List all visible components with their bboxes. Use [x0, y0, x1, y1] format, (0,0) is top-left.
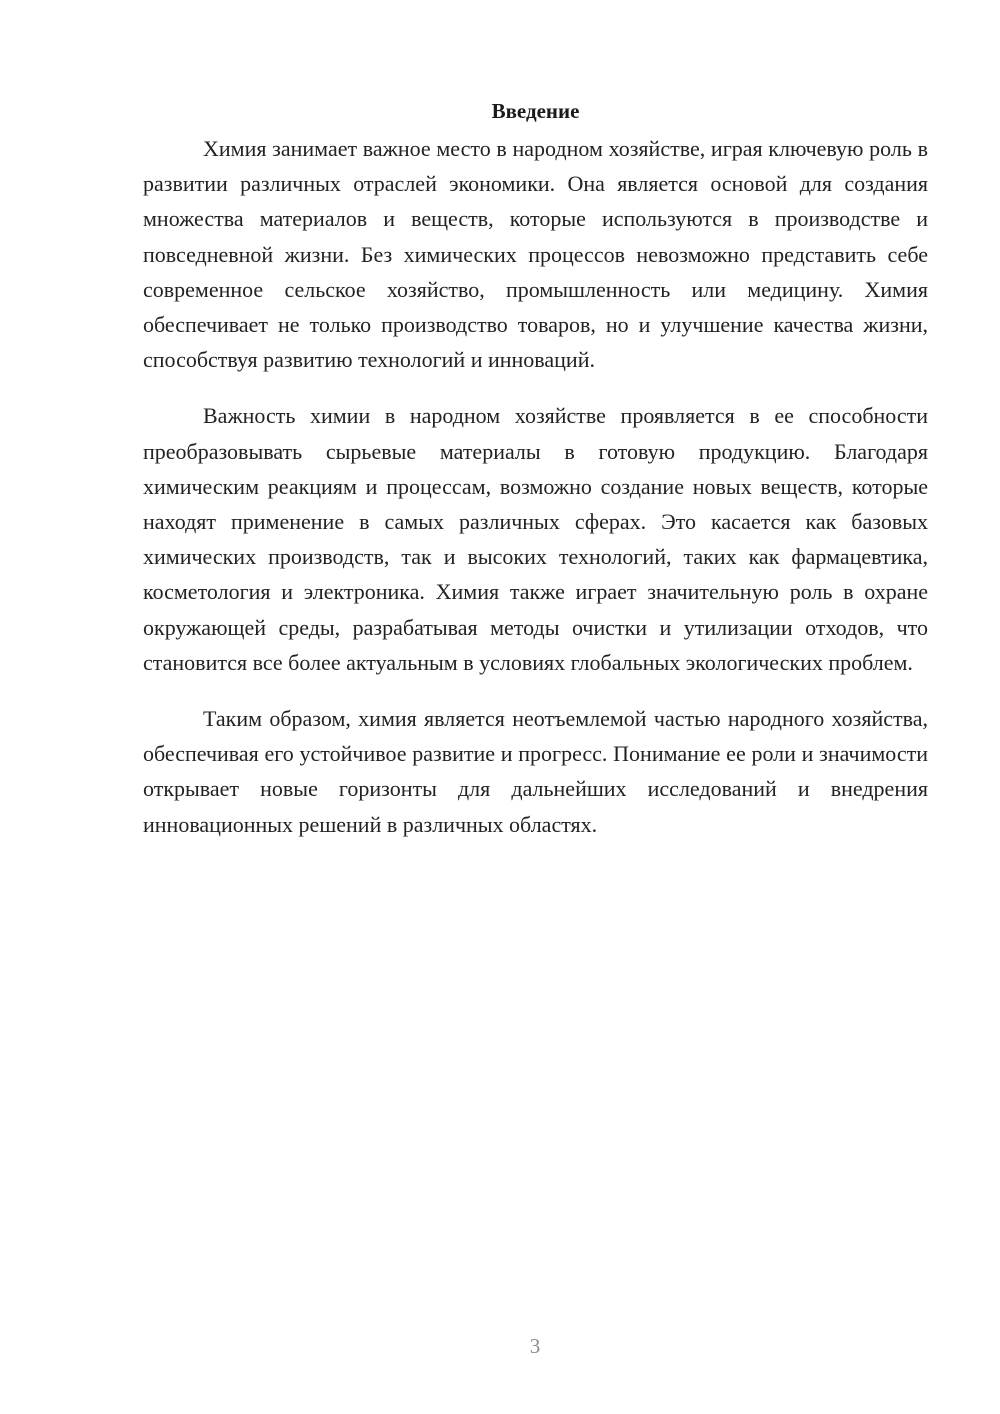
- page-content: [143, 94, 928, 863]
- paragraph-2: Важность химии в народном хозяйстве проявляется в ее способности преобразовывать сырьевые материалы в готовую продукцию. Благодаря химическим реакциям и процессам, возможно создание новых веществ, которые находят применение в самых различных сферах. Это касается как базовых химических производств, так и высоких технологий, таких как фармацевтика, косметология и электроника. Химия также играет значительную роль в охране окружающей среды, разрабатывая методы очистки и утилизации отходов, что становится все более актуальным в условиях глобальных экологических проблем.: [143, 403, 928, 675]
- paragraph-1: Химия занимает важное место в народном хозяйстве, играя ключевую роль в развитии различных отраслей экономики. Она является основой для создания множества материалов и веществ, которые используются в производстве и повседневной жизни. Без химических процессов невозможно представить себе современное сельское хозяйство, промышленность или медицину. Химия обеспечивает не только производство товаров, но и улучшение качества жизни, способствуя развитию технологий и инноваций.: [143, 136, 928, 373]
- page-number: 3: [529, 1334, 541, 1358]
- paragraph-3: Таким образом, химия является неотъемлемой частью народного хозяйства, обеспечивая его устойчивое развитие и прогресс. Понимание ее роли и значимости открывает новые горизонты для дальнейших исследований и внедрения инновационных решений в различных областях.: [143, 706, 928, 837]
- section-heading: Введение: [491, 99, 580, 123]
